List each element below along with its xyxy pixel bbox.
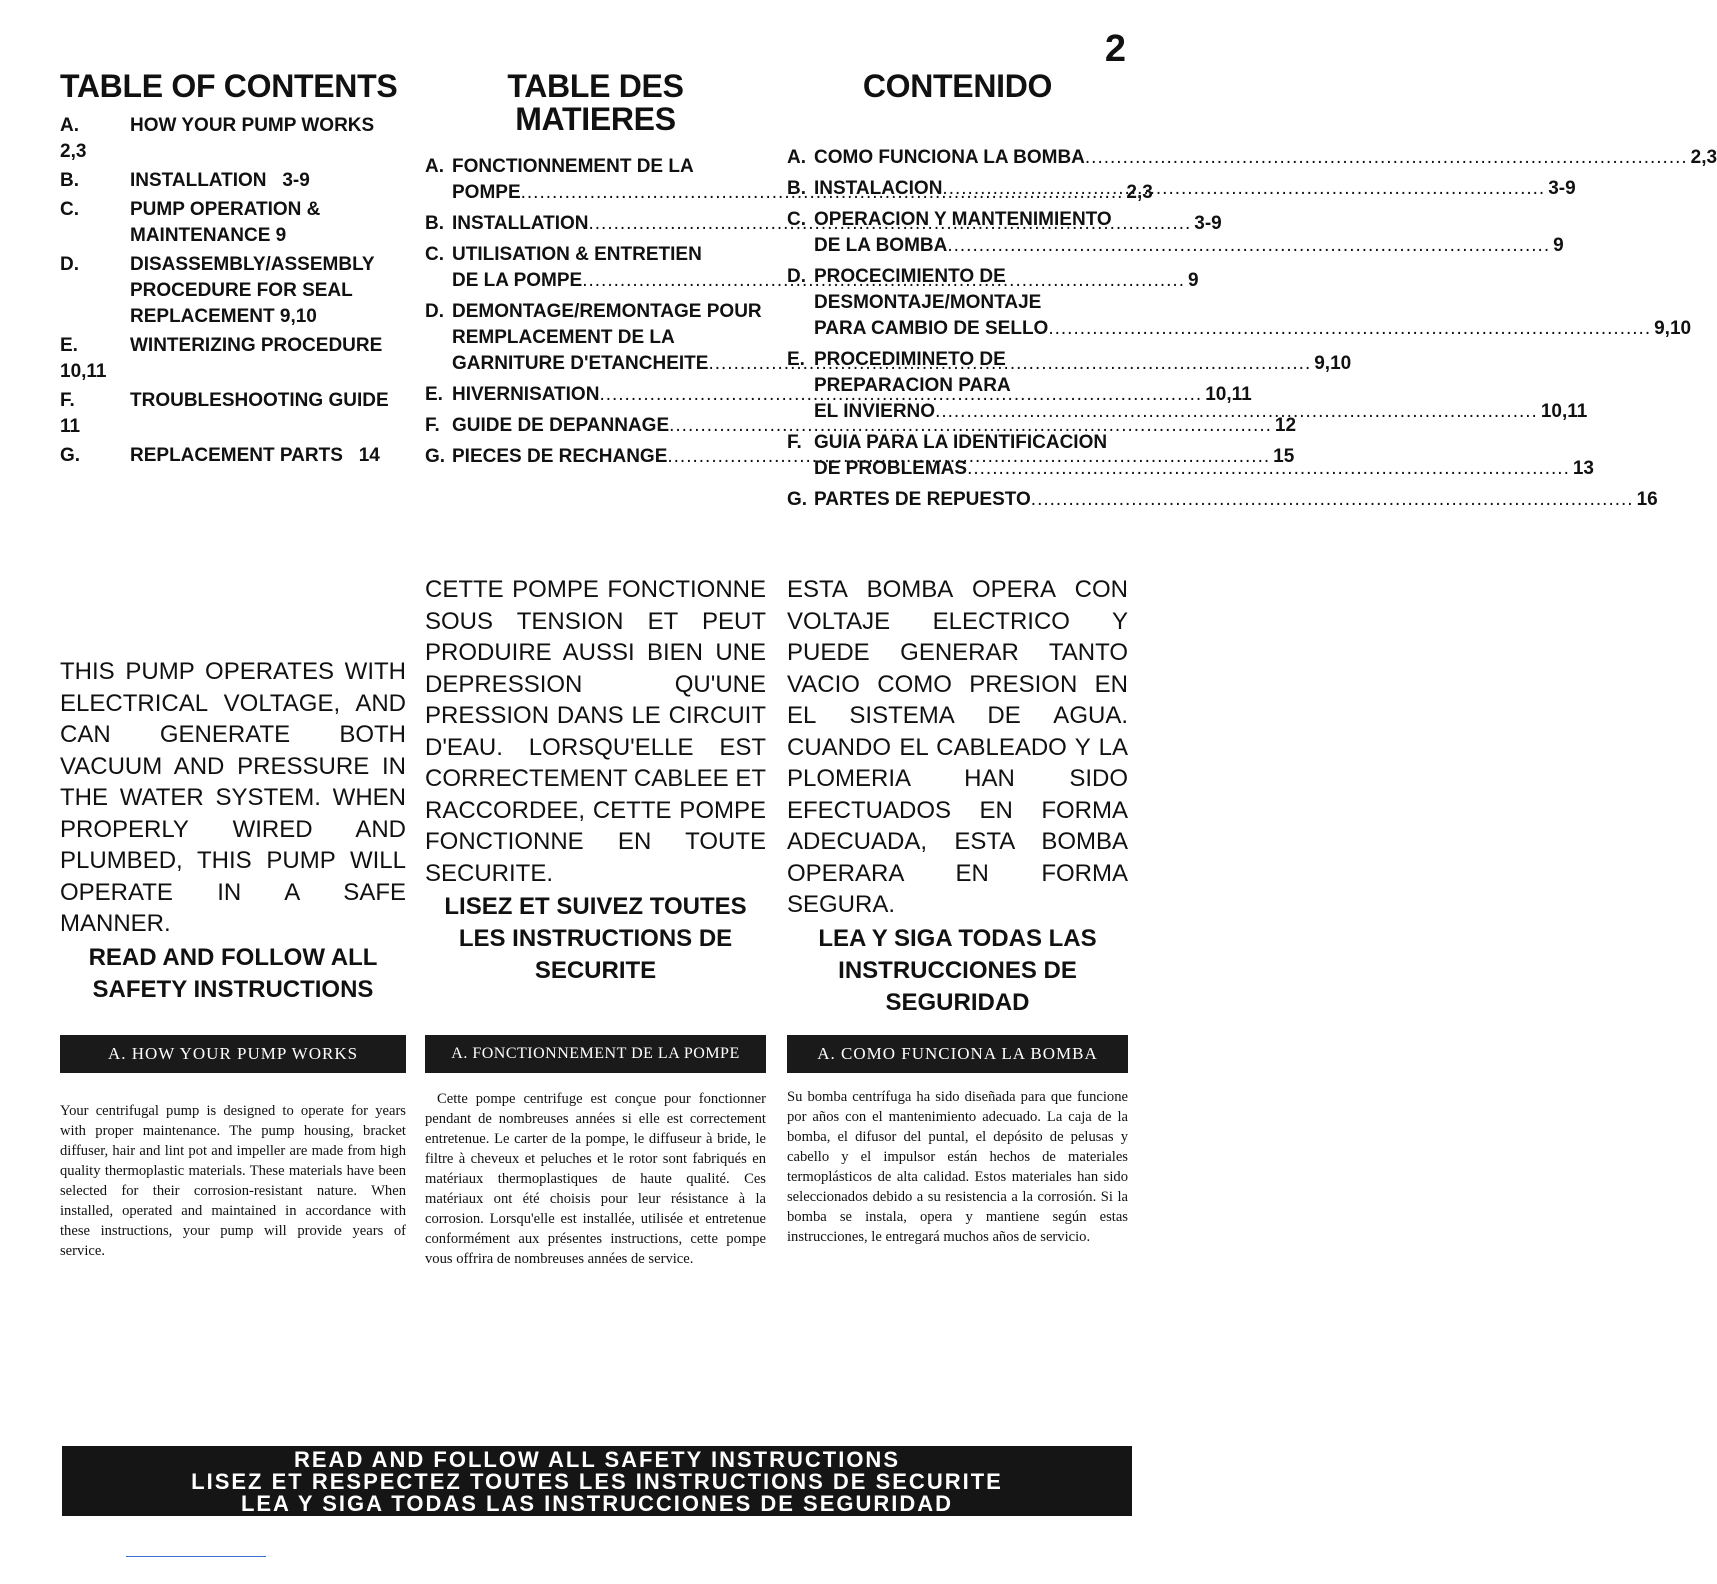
toc-item-es-d: D. PROCECIMIENTO DE DESMONTAJE/MONTAJE PARA CAMBIO DE SELLO ..... 9,10 xyxy=(787,264,1128,342)
section-a-french xyxy=(425,1035,766,1269)
warning-text-en: THIS PUMP OPERATES WITH ELECTRICAL VOLTAGE, AND CAN GENERATE BOTH VACUUM AND PRESSURE IN THE WATER SYSTEM. WHEN PROPERLY WIRED AND PLUMBED, THIS PUMP WILL OPERATE IN A SAFE MANNER. xyxy=(60,658,406,937)
toc-item-es-f: F. GUIA PARA LA IDENTIFICACION DE PROBLEMAS ..... 13 xyxy=(787,430,1128,482)
section-header-es: A. COMO FUNCIONA LA BOMBA xyxy=(787,1035,1128,1073)
footer-divider xyxy=(126,1556,266,1557)
toc-item-fr-d: D. DEMONTAGE/REMONTAGE POUR REMPLACEMENT DE LA GARNITURE D'ETANCHEITE ..... 9,10 xyxy=(425,299,766,377)
section-body-fr: Cette pompe centrifuge est conçue pour fonctionner pendant de nombreuses années si elle est correctement entretenue. Le carter de la pompe, le diffuseur à bride, le filtre à cheveux et peluches et le rotor sont fabriqués en matériaux thermoplastiques de haute qualité. Ces matériaux ont été choisis pour leur résistance à la corrosion. Lorsqu'elle est installée, utilisée et entretenue conformément aux présentes instructions, cette pompe vous offrira de nombreuses années de service. xyxy=(425,1091,766,1267)
toc-item-es-b: B. INSTALACION ..... 3-9 xyxy=(787,176,1128,202)
section-a-spanish xyxy=(787,1035,1128,1247)
toc-english xyxy=(60,70,406,472)
toc-item-fr-e: E. HIVERNISATION ..... 10,11 xyxy=(425,382,766,408)
warning-text-es: ESTA BOMBA OPERA CON VOLTAJE ELECTRICO Y PUEDE GENERAR TANTO VACIO COMO PRESION EN EL SISTEMA DE AGUA. CUANDO EL CABLEADO Y LA PLOMERIA HAN SIDO EFECTUADOS EN FORMA ADECUADA, ESTA BOMBA OPERARA EN FORMA SEGURA. xyxy=(787,576,1128,918)
toc-title-en: TABLE OF CONTENTS xyxy=(60,68,398,104)
toc-item-en-d: D. DISASSEMBLY/ASSEMBLY PROCEDURE FOR SEAL REPLACEMENT 9,10 xyxy=(60,254,375,327)
toc-title-es: CONTENIDO xyxy=(862,68,1053,104)
toc-item-es-g: G. PARTES DE REPUESTO ..... 16 xyxy=(787,487,1128,513)
warning-english xyxy=(60,656,406,1006)
warning-text-fr: CETTE POMPE FONCTIONNE SOUS TENSION ET PEUT PRODUIRE AUSSI BIEN UNE DEPRESSION QU'UNE PRESSION DANS LE CIRCUIT D'EAU. LORSQU'ELLE EST CORRECTEMENT CABLEE ET RACCORDEE, CETTE POMPE FONCTIONNE EN TOUTE SECURITE. xyxy=(425,576,766,887)
toc-item-fr-c: C. UTILISATION & ENTRETIEN DE LA POMPE ..... 9 xyxy=(425,242,766,294)
toc-item-en-e: E. WINTERIZING PROCEDURE 10,11 xyxy=(60,335,383,382)
section-body-es: Su bomba centrífuga ha sido diseñada para que funcione por años con el mantenimiento adecuado. La caja de la bomba, el difusor del puntal, el depósito de pelusas y cabello y el impulsor están hechos de materiales termoplásticos de alta calidad. Estos materiales han sido seleccionados debido a su resistencia a la corrosión. Si la bomba se instala, opera y mantiene según estas instrucciones, le entregará muchos años de servicio. xyxy=(787,1089,1128,1245)
toc-title-fr: TABLE DES MATIERES xyxy=(507,68,684,137)
section-a-english xyxy=(60,1035,406,1261)
toc-item-en-a: A. HOW YOUR PUMP WORKS 2,3 xyxy=(60,115,375,162)
warning-bold-en: READ AND FOLLOW ALL SAFETY INSTRUCTIONS xyxy=(88,943,378,1003)
section-header-en: A. HOW YOUR PUMP WORKS xyxy=(60,1035,406,1073)
page-number: 2 xyxy=(1104,28,1126,70)
toc-item-en-c: C. PUMP OPERATION & MAINTENANCE 9 xyxy=(60,199,321,246)
warning-spanish xyxy=(787,574,1128,1019)
warning-bold-fr: LISEZ ET SUIVEZ TOUTES LES INSTRUCTIONS DE SECURITE xyxy=(444,893,747,984)
toc-item-fr-f: F. GUIDE DE DEPANNAGE ..... 12 xyxy=(425,413,766,439)
toc-item-en-b: B. INSTALLATION 3-9 xyxy=(60,170,310,191)
toc-item-fr-a: A. FONCTIONNEMENT DE LA POMPE ..... 2,3 xyxy=(425,154,766,206)
toc-item-fr-g: G. PIECES DE RECHANGE ..... 15 xyxy=(425,444,766,470)
toc-item-en-g: G. REPLACEMENT PARTS 14 xyxy=(60,445,380,466)
safety-banner: READ AND FOLLOW ALL SAFETY INSTRUCTIONS LISEZ ET RESPECTEZ TOUTES LES INSTRUCTIONS DE SECURITE LEA Y SIGA TODAS LAS INSTRUCCIONES DE SEGURIDAD xyxy=(62,1446,1132,1516)
toc-item-es-c: C. OPERACION Y MANTENIMIENTO DE LA BOMBA ..... 9 xyxy=(787,207,1128,259)
toc-item-en-f: F. TROUBLESHOOTING GUIDE 11 xyxy=(60,390,389,437)
toc-item-es-e: E. PROCEDIMINETO DE PREPARACION PARA EL INVIERNO ..... 10,11 xyxy=(787,347,1128,425)
section-header-fr: A. FONCTIONNEMENT DE LA POMPE xyxy=(425,1035,766,1073)
toc-item-fr-b: B. INSTALLATION ..... 3-9 xyxy=(425,211,766,237)
section-body-en: Your centrifugal pump is designed to operate for years with proper maintenance. The pump housing, bracket diffuser, hair and lint pot and impeller are made from high quality thermoplastic materials. These materials have been selected for their corrosion-resistant nature. When installed, operated and maintained in accordance with these instructions, your pump will provide years of service. xyxy=(60,1103,406,1259)
toc-item-es-a: A. COMO FUNCIONA LA BOMBA ..... 2,3 xyxy=(787,145,1128,171)
warning-french xyxy=(425,574,766,987)
warning-bold-es: LEA Y SIGA TODAS LAS INSTRUCCIONES DE SEGURIDAD xyxy=(818,924,1097,1016)
